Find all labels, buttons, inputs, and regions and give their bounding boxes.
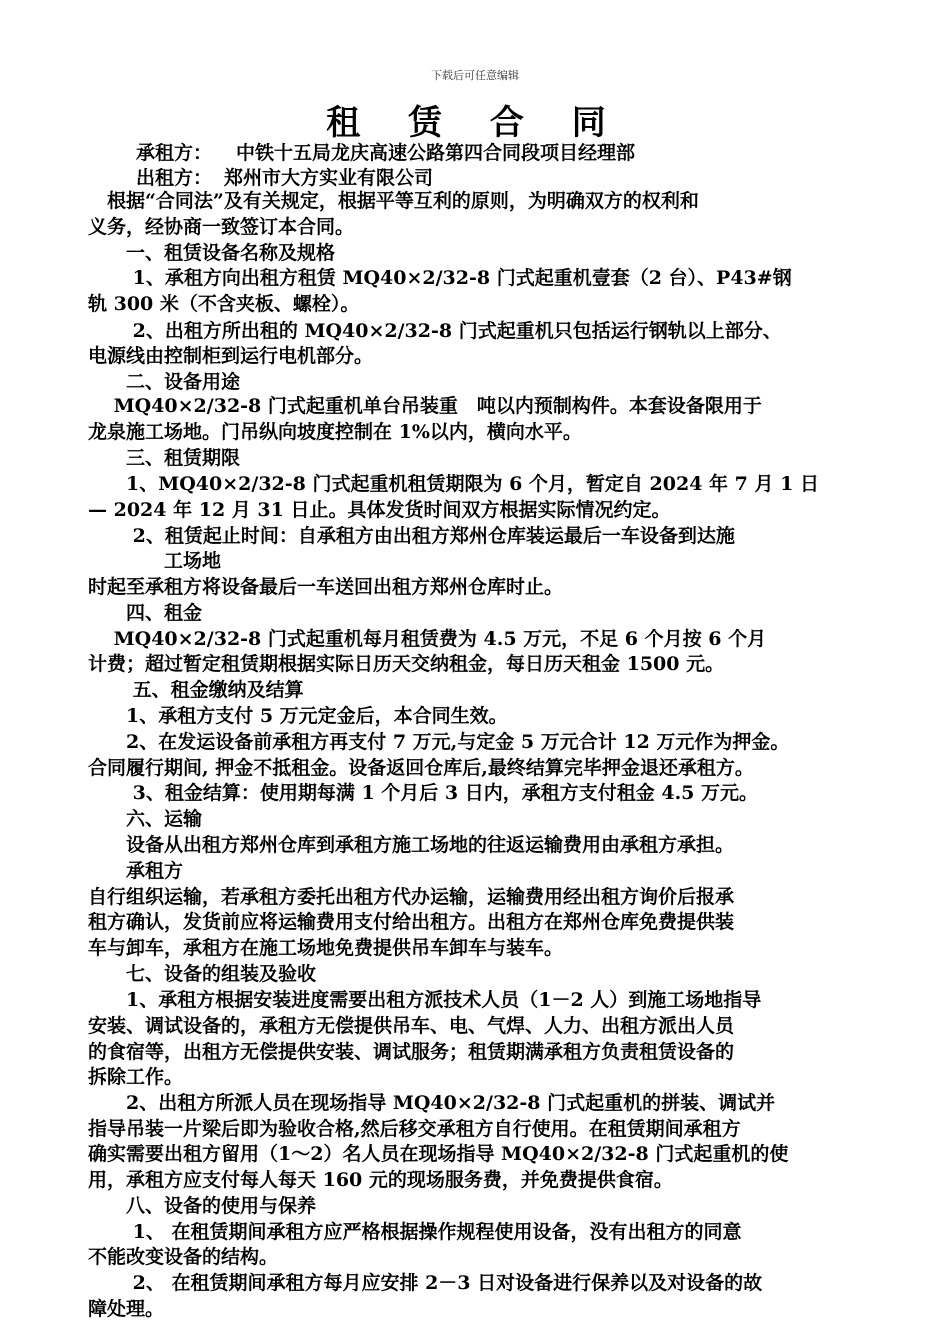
body-line: 安装、调试设备的，承租方无偿提供吊车、电、气焊、人力、出租方派出人员 — [88, 1015, 735, 1037]
body-line: 八、设备的使用与保养 — [88, 1195, 317, 1217]
body-line: 2、租赁起止时间：自承租方由出租方郑州仓库装运最后一车设备到达施 — [88, 525, 735, 547]
body-line: 1、承租方根据安装进度需要出租方派技术人员（1－2 人）到施工场地指导 — [88, 989, 762, 1011]
body-line: 2、 在租赁期间承租方每月应安排 2－3 日对设备进行保养以及对设备的故 — [88, 1272, 763, 1294]
header-note: 下载后可任意编辑 — [431, 69, 519, 82]
body-line: 3、租金结算：使用期每满 1 个月后 3 日内，承租方支付租金 4.5 万元。 — [88, 782, 759, 804]
body-line: 五、租金缴纳及结算 — [88, 679, 304, 701]
body-line: 承租方 — [88, 860, 184, 882]
body-line: 设备从出租方郑州仓库到承租方施工场地的往返运输费用由承租方承担。 — [88, 834, 735, 856]
body-line: 四、租金 — [88, 602, 203, 624]
body-line: 义务，经协商一致签订本合同。 — [88, 216, 355, 238]
body-line: 自行组织运输，若承租方委托出租方代办运输，运输费用经出租方询价后报承 — [88, 886, 735, 908]
body-line: 根据“合同法”及有关规定，根据平等互利的原则，为明确双方的权利和 — [88, 190, 699, 212]
body-line: 2、出租方所出租的 MQ40×2/32-8 门式起重机只包括运行钢轨以上部分、 — [88, 320, 782, 342]
body-line: 用，承租方应支付每人每天 160 元的现场服务费，并免费提供食宿。 — [88, 1169, 673, 1191]
body-line: 计费；超过暂定租赁期根据实际日历天交纳租金，每日历天租金 1500 元。 — [88, 653, 725, 675]
body-line: 合同履行期间, 押金不抵租金。设备返回仓库后,最终结算完毕押金退还承租方。 — [88, 757, 754, 779]
body-line: 工场地 — [88, 550, 222, 572]
body-line: 租方确认，发货前应将运输费用支付给出租方。出租方在郑州仓库免费提供装 — [88, 911, 735, 933]
body-line: 1、MQ40×2/32-8 门式起重机租赁期限为 6 个月，暂定自 2024 年 7 月 1 日 — [88, 473, 819, 495]
body-line: 障处理。 — [88, 1298, 165, 1320]
body-line: 2、出租方所派人员在现场指导 MQ40×2/32-8 门式起重机的拼装、调试并 — [88, 1092, 776, 1114]
body-line: — 2024 年 12 月 31 日止。具体发货时间双方根据实际情况约定。 — [88, 499, 671, 521]
body-line: 的食宿等，出租方无偿提供安装、调试服务；租赁期满承租方负责租赁设备的 — [88, 1041, 735, 1063]
body-line: 二、设备用途 — [88, 371, 241, 393]
document-title: 租 赁 合 同 — [326, 103, 624, 143]
body-line: 1、 在租赁期间承租方应严格根据操作规程使用设备，没有出租方的同意 — [88, 1221, 742, 1243]
lessor-name: 郑州市大方实业有限公司 — [224, 167, 434, 189]
body-line: 指导吊装一片梁后即为验收合格,然后移交承租方自行使用。在租赁期间承租方 — [88, 1118, 741, 1140]
body-line: 确实需要出租方留用（1～2）名人员在现场指导 MQ40×2/32-8 门式起重机的使 — [88, 1143, 789, 1165]
body-line: 不能改变设备的结构。 — [88, 1246, 279, 1268]
body-line: 三、租赁期限 — [88, 447, 241, 469]
body-line: 拆除工作。 — [88, 1066, 184, 1088]
lessor-label: 出租方： — [136, 167, 213, 189]
body-line: 1、承租方支付 5 万元定金后，本合同生效。 — [88, 705, 508, 727]
body-line: 车与卸车，承租方在施工场地免费提供吊车卸车与装车。 — [88, 937, 564, 959]
lessee-name: 中铁十五局龙庆高速公路第四合同段项目经理部 — [236, 142, 636, 164]
body-line: 七、设备的组装及验收 — [88, 963, 317, 985]
lessee-line — [136, 140, 635, 166]
body-line: MQ40×2/32-8 门式起重机每月租赁费为 4.5 万元，不足 6 个月按 6 个月 — [88, 628, 767, 650]
body-line: 2、在发运设备前承租方再支付 7 万元,与定金 5 万元合计 12 万元作为押金。 — [88, 731, 790, 753]
body-line: MQ40×2/32-8 门式起重机单台吊装重 吨以内预制构件。本套设备限用于 — [88, 395, 762, 417]
body-line: 1、承租方向出租方租赁 MQ40×2/32-8 门式起重机壹套（2 台）、P43#钢 — [88, 267, 792, 289]
body-line: 龙泉施工场地。门吊纵向坡度控制在 1%以内，横向水平。 — [88, 421, 582, 443]
body-line: 电源线由控制柜到运行电机部分。 — [88, 345, 374, 367]
body-line: 一、租赁设备名称及规格 — [88, 242, 336, 264]
lessee-label: 承租方： — [136, 142, 213, 164]
body-line: 轨 300 米（不含夹板、螺栓）。 — [88, 293, 360, 315]
body-line: 时起至承租方将设备最后一车送回出租方郑州仓库时止。 — [88, 576, 564, 598]
body-line: 六、运输 — [88, 808, 203, 830]
